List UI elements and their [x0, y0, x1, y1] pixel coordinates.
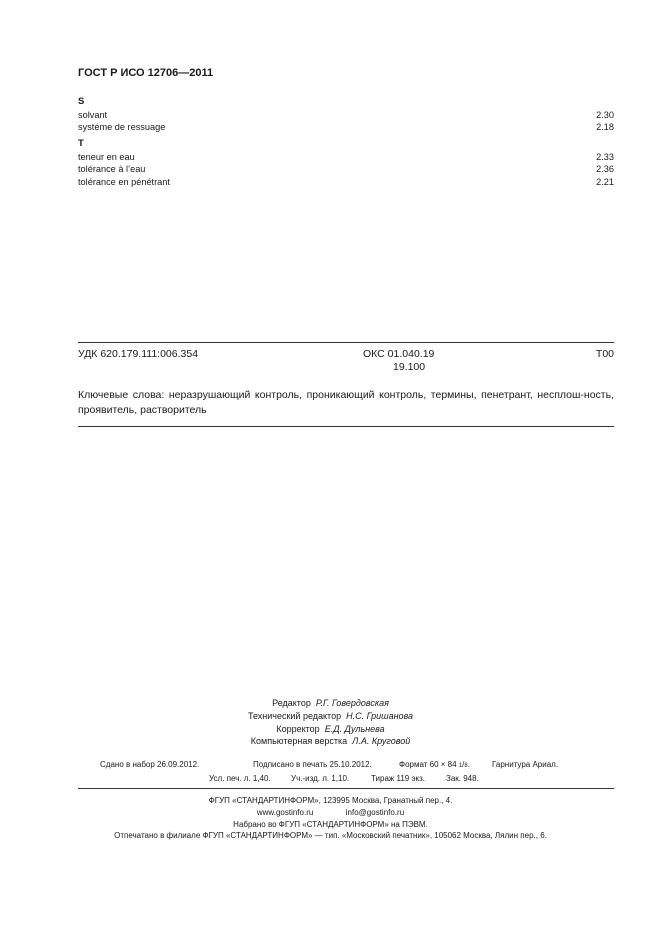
footer-typeset: Набрано во ФГУП «СТАНДАРТИНФОРМ» на ПЭВМ. [233, 820, 428, 829]
credit-role: Технический редактор [247, 711, 342, 721]
footer-publisher: ФГУП «СТАНДАРТИНФОРМ», 123995 Москва, Гранатный пер., 4. [208, 796, 453, 805]
print-format-den: 8 [464, 763, 468, 769]
credit-corrector [0, 724, 661, 734]
print-format-label: Формат 60 [399, 760, 439, 769]
footer-printed: Отпечатано в филиале ФГУП «СТАНДАРТИНФОРМ» — тип. «Московский печатник», 105062 Москва, Лялин пер., 6. [114, 831, 547, 840]
keywords-paragraph: Ключевые слова: неразрушающий контроль, проникающий контроль, термины, пенетрант, несплош-ность, проявитель, растворитель [78, 389, 614, 416]
index-letter-s: S [78, 96, 85, 107]
divider [78, 342, 614, 343]
index-ref: 2.18 [596, 122, 614, 132]
index-term: systéme de ressuage [78, 122, 166, 132]
index-ref: 2.36 [596, 164, 614, 174]
index-entry [78, 164, 614, 174]
oks-code: ОКС 01.040.19 [363, 348, 435, 360]
index-ref: 2.21 [596, 177, 614, 187]
print-typeface: Гарнитура Ариал. [492, 760, 559, 769]
credit-role: Компьютерная верстка [250, 736, 348, 746]
print-sheets: Усл. печ. л. 1,40. [209, 774, 271, 783]
index-entry [78, 110, 614, 120]
credit-role: Корректор [276, 724, 320, 734]
print-format-x: × 84 [440, 760, 457, 769]
udk-code: УДК 620.179.111:006.354 [78, 348, 199, 360]
index-entry [78, 152, 614, 162]
footer-web-link[interactable]: www.gostinfo.ru [256, 808, 314, 817]
footer-contacts [0, 808, 661, 817]
print-submitted: Сдано в набор 26.09.2012. [100, 760, 200, 769]
credit-layout [0, 736, 661, 746]
index-letter-t: T [78, 138, 84, 149]
index-term: tolérance en pénétrant [78, 177, 170, 187]
print-run: Тираж 119 экз. [371, 774, 426, 783]
divider [78, 426, 614, 427]
index-ref: 2.30 [596, 110, 614, 120]
classification-group: Т00 [595, 348, 614, 360]
oks-code-secondary: 19.100 [393, 361, 426, 373]
print-order: Зак. 948. [446, 774, 479, 783]
index-entry [78, 177, 614, 187]
credit-name: Н.С. Гришанова [346, 711, 414, 721]
credit-editor [0, 698, 661, 708]
print-format-num: 1 [458, 763, 463, 769]
divider [78, 788, 614, 789]
print-signed: Подписано в печать 25.10.2012. [253, 760, 372, 769]
index-term: solvant [78, 110, 108, 120]
credit-role: Редактор [272, 698, 311, 708]
credit-name: Л.А. Круговой [352, 736, 411, 746]
index-ref: 2.33 [596, 152, 614, 162]
print-pub-sheets: Уч.-изд. л. 1,10. [291, 774, 350, 783]
credit-tech-editor [0, 711, 661, 721]
credit-name: Р.Г. Говердовская [315, 698, 389, 708]
credit-name: Е.Д. Дульнева [324, 724, 385, 734]
index-term: teneur en eau [78, 152, 135, 162]
footer-email-link[interactable]: info@gostinfo.ru [345, 808, 405, 817]
print-format: Формат 60 × 84 1/8. [399, 760, 470, 769]
index-entry [78, 122, 614, 132]
index-term: tolérance à l’eau [78, 164, 146, 174]
document-header-title: ГОСТ Р ИСО 12706—2011 [78, 67, 214, 79]
